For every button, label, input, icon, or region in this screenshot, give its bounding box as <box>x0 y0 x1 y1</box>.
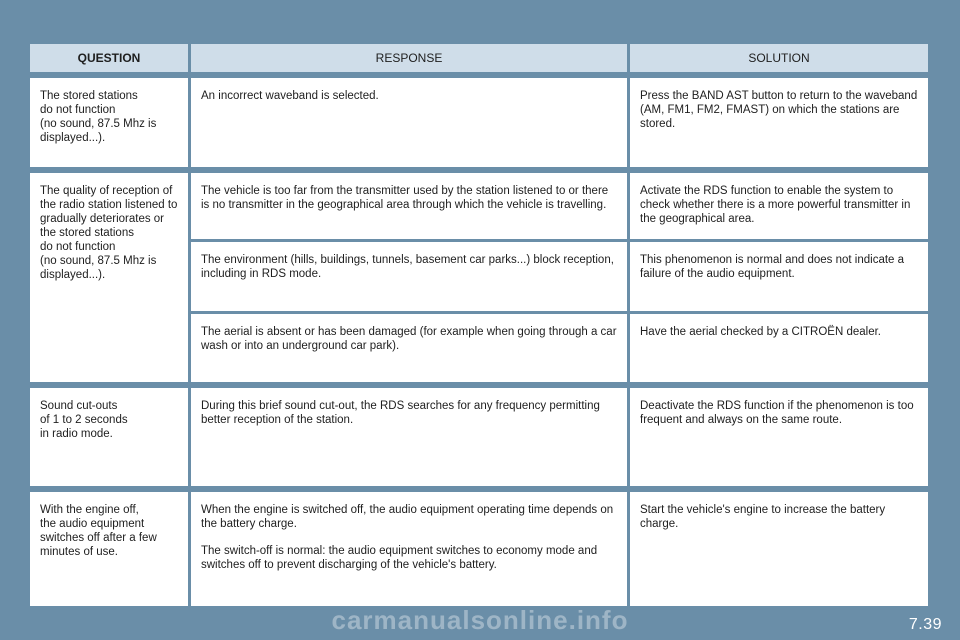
row4-question-text: With the engine off, the audio equipment switches off after a few minutes of use. <box>40 504 157 558</box>
header-response: RESPONSE <box>191 44 627 72</box>
header-solution: SOLUTION <box>630 44 928 72</box>
row2a-response <box>191 173 627 239</box>
row1-question <box>30 78 188 167</box>
row4-response-para2: The switch-off is normal: the audio equipment switches to economy mode and switches off to prevent discharging of the vehicle's battery. <box>201 545 598 571</box>
row3-question-text: Sound cut-outs of 1 to 2 seconds in radio mode. <box>40 400 128 440</box>
page-number: 7.39 <box>908 616 942 633</box>
row2c-solution <box>630 314 928 382</box>
row2c-response-text: The aerial is absent or has been damaged (for example when going through a car wash or into an underground car park). <box>201 326 617 352</box>
row3-question <box>30 388 188 486</box>
row3-solution-text: Deactivate the RDS function if the phenomenon is too frequent and always on the same route. <box>640 400 914 426</box>
row4-solution-text: Start the vehicle's engine to increase the battery charge. <box>640 504 886 530</box>
row2-question <box>30 173 188 382</box>
row3-solution <box>630 388 928 486</box>
row4-response <box>191 492 627 606</box>
row3-response-text: During this brief sound cut-out, the RDS searches for any frequency permitting better reception of the station. <box>201 400 600 426</box>
row1-response <box>191 78 627 167</box>
row2b-response-text: The environment (hills, buildings, tunnels, basement car parks...) block reception, including in RDS mode. <box>201 254 614 280</box>
watermark: carmanualsonline.info <box>331 605 629 635</box>
troubleshooting-table <box>30 44 928 610</box>
row2a-solution-text: Activate the RDS function to enable the system to check whether there is a more powerful transmitter in the geographical area. <box>640 185 911 225</box>
row2a-response-text: The vehicle is too far from the transmitter used by the station listened to or there is no transmitter in the geographical area through which the vehicle is travelling. <box>201 185 609 211</box>
row4-question <box>30 492 188 606</box>
row2b-response <box>191 242 627 311</box>
row2-question-text: The quality of reception of the radio station listened to gradually deteriorates or the stored stations do not function (no sound, 87.5 Mhz is displayed...). <box>40 185 178 281</box>
row1-solution <box>630 78 928 167</box>
row2c-solution-text: Have the aerial checked by a CITROËN dealer. <box>640 326 881 338</box>
row2c-response <box>191 314 627 382</box>
row1-question-text: The stored stations do not function (no sound, 87.5 Mhz is displayed...). <box>40 90 157 144</box>
row2b-solution <box>630 242 928 311</box>
row1-response-text: An incorrect waveband is selected. <box>201 90 379 102</box>
header-question: QUESTION <box>30 44 188 72</box>
row2a-solution <box>630 173 928 239</box>
row4-response-para1: When the engine is switched off, the audio equipment operating time depends on the battery charge. <box>201 504 614 530</box>
row2b-solution-text: This phenomenon is normal and does not indicate a failure of the audio equipment. <box>640 254 905 280</box>
row1-solution-text: Press the BAND AST button to return to the waveband (AM, FM1, FM2, FMAST) on which the stations are stored. <box>640 90 918 130</box>
row3-response <box>191 388 627 486</box>
row4-solution <box>630 492 928 606</box>
